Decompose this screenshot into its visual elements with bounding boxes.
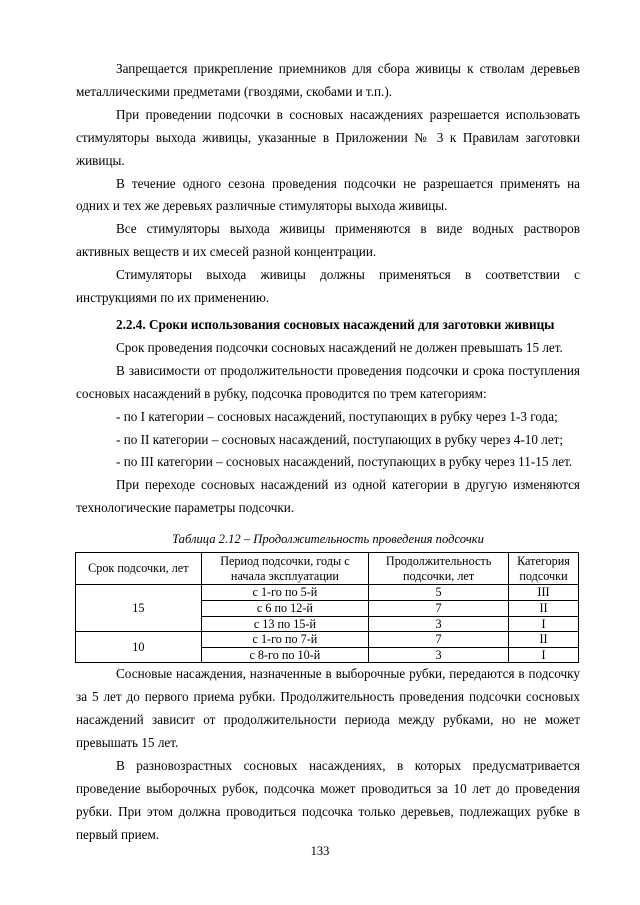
duration-cell: 7 <box>369 632 509 648</box>
term-cell: 10 <box>76 632 202 663</box>
column-header: Категория подсочки <box>509 553 579 585</box>
category-cell: II <box>509 600 579 616</box>
paragraph: В течение одного сезона проведения подсочки не разрешается применять на одних и тех же деревьях различные стимуляторы выхода живицы. <box>76 175 580 214</box>
document-page <box>76 58 580 847</box>
paragraph: Срок проведения подсочки сосновых насаждений не должен превышать 15 лет. <box>116 339 563 355</box>
category-cell: I <box>509 616 579 632</box>
duration-cell: 5 <box>369 585 509 601</box>
paragraph: Сосновые насаждения, назначенные в выборочные рубки, передаются в подсочку за 5 лет до первого приема рубки. Продолжительность проведения подсочки сосновых насаждений зависит от продолжительности периода между рубками, но не может превышать 15 лет. <box>76 666 580 750</box>
table-row <box>76 632 579 648</box>
paragraph: В зависимости от продолжительности проведения подсочки и срока поступления сосновых насаждений в рубку, подсочка проводится по трем категориям: <box>76 362 580 401</box>
column-header: Продолжительность подсочки, лет <box>369 553 509 585</box>
term-cell: 15 <box>76 585 202 632</box>
paragraph: Стимуляторы выхода живицы должны применяться в соответствии с инструкциями по их применению. <box>76 267 580 306</box>
period-cell: с 6 по 12-й <box>201 600 369 616</box>
paragraph: Запрещается прикрепление приемников для сбора живицы к стволам деревьев металлическими предметами (гвоздями, скобами и т.п.). <box>76 61 580 99</box>
paragraph: При проведении подсочки в сосновых насаждениях разрешается использовать стимуляторы выхода живицы, указанные в Приложении № 3 к Правилам заготовки живицы. <box>76 106 580 168</box>
paragraph: При переходе сосновых насаждений из одной категории в другую изменяются технологические параметры подсочки. <box>76 477 580 516</box>
duration-cell: 3 <box>369 647 509 663</box>
duration-cell: 7 <box>369 600 509 616</box>
list-item: - по III категории – сосновых насаждений, поступающих в рубку через 11-15 лет. <box>116 454 573 470</box>
section-heading: 2.2.4. Сроки использования сосновых насаждений для заготовки живицы <box>116 316 555 332</box>
column-header: Период подсочки, годы с начала эксплуатации <box>201 553 369 585</box>
category-cell: III <box>509 585 579 601</box>
duration-cell: 3 <box>369 616 509 632</box>
period-cell: с 13 по 15-й <box>201 616 369 632</box>
table-header-row <box>76 553 579 585</box>
category-cell: II <box>509 632 579 648</box>
tapping-duration-table <box>75 552 579 663</box>
list-item: - по I категории – сосновых насаждений, поступающих в рубку через 1-3 года; <box>116 408 558 424</box>
table-row <box>76 585 579 601</box>
paragraph: В разновозрастных сосновых насаждениях, в которых предусматривается проведение выборочных рубок, подсочка может проводиться за 10 лет до проведения рубки. При этом должна проводиться подсочка только деревьев, подлежащих рубке в первый прием. <box>76 757 580 842</box>
period-cell: с 8-го по 10-й <box>201 647 369 663</box>
list-item: - по II категории – сосновых насаждений, поступающих в рубку через 4-10 лет; <box>116 431 564 447</box>
column-header: Срок подсочки, лет <box>76 553 202 585</box>
category-cell: I <box>509 647 579 663</box>
period-cell: с 1-го по 5-й <box>201 585 369 601</box>
page-number: 133 <box>310 844 330 858</box>
period-cell: с 1-го по 7-й <box>201 632 369 648</box>
paragraph: Все стимуляторы выхода живицы применяются в виде водных растворов активных веществ и их смесей разной концентрации. <box>76 221 580 260</box>
table-caption: Таблица 2.12 – Продолжительность проведения подсочки <box>172 532 484 547</box>
